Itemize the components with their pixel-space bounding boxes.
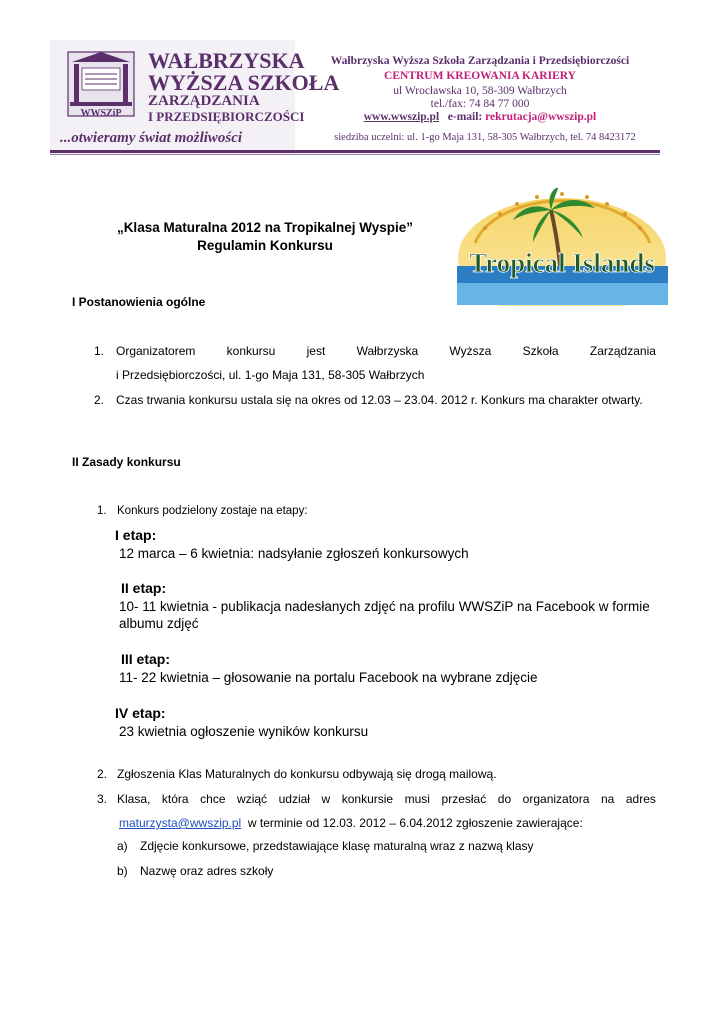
address: ul Wrocławska 10, 58-309 Wałbrzych [393,85,567,97]
seal-text: WWSZiP [80,108,122,119]
organizer-line-2: i Przedsiębiorczości, ul. 1-go Maja 131, 58-305 Wałbrzych [116,368,425,382]
word: konkursu [226,344,276,358]
email-submission-text: Zgłoszenia Klas Maturalnych do konkursu odbywają się drogą mailową. [117,767,497,781]
stages-intro: Konkurs podzielony zostaje na etapy: [117,505,308,517]
document-title: „Klasa Maturalna 2012 na Tropikalnej Wyspie” [116,220,414,235]
list-number: 2. [94,393,105,407]
word: Wałbrzyska [356,344,419,358]
header-divider [50,150,660,153]
word: jest [306,344,326,358]
duration-text: Czas trwania konkursu ustala się na okres od 12.03 – 23.04. 2012 r. Konkurs ma charakter otwarty. [116,393,643,407]
word: Szkoła [522,344,559,358]
subitem-school: Nazwę oraz adres szkoły [140,864,274,878]
document-subtitle: Regulamin Konkursu [197,238,333,253]
section-heading-rules: II Zasady konkursu [72,455,181,469]
stage-3-text: 11- 22 kwietnia – głosowanie na portalu Facebook na wybrane zdjęcie [119,670,538,685]
word: która [161,792,189,806]
contest-email-link[interactable]: maturzysta@wwszip.pl [119,816,242,830]
seat-address: siedziba uczelni: ul. 1-go Maja 131, 58-305 Wałbrzych, tel. 74 8423172 [334,132,636,143]
subitem-mark: b) [117,864,128,878]
org-name: Wałbrzyska Wyższa Szkoła Zarządzania i Przedsiębiorczości [330,55,630,67]
subitem-photo: Zdjęcie konkursowe, przedstawiające klasę maturalną wraz z nazwą klasy [140,839,534,853]
logo-line-2: WYŻSZA SZKOŁA [148,70,340,95]
word: musi [404,792,430,806]
word: do [497,792,512,806]
word: przesłać [441,792,487,806]
tropical-islands-logo [455,188,670,306]
phone: tel./fax: 74 84 77 000 [430,98,530,110]
stage-2-text-line-1: 10- 11 kwietnia - publikacja nadesłanych zdjęć na profilu WWSZiP na Facebook w formie [119,599,650,614]
logo-line-3: ZARZĄDZANIA [148,93,260,109]
stage-4-text: 23 kwietnia ogłoszenie wyników konkursu [119,724,369,739]
subitem-mark: a) [117,839,128,853]
section-heading-general: I Postanowienia ogólne [72,295,206,309]
word: Zarządzania [589,344,656,358]
stage-2-label: II etap: [121,580,167,596]
email-link[interactable]: rekrutacja@wwszip.pl [485,111,597,123]
deadline-text: w terminie od 12.03. 2012 – 6.04.2012 zgłoszenie zawierające: [247,816,583,830]
word: w [321,792,331,806]
word: chce [200,792,226,806]
stage-3-label: III etap: [121,651,171,667]
list-number: 2. [97,767,108,781]
stage-1-label: I etap: [115,527,157,543]
word: konkursie [341,792,394,806]
word: Organizatorem [116,344,196,358]
stage-2-text-line-2: albumu zdjęć [119,616,199,631]
word: na [600,792,615,806]
word: Wyższa [449,344,492,358]
center-name: CENTRUM KREOWANIA KARIERY [384,70,576,82]
email-label: e-mail: [447,111,483,123]
word: organizatora [522,792,590,806]
stage-1-text: 12 marca – 6 kwietnia: nadsyłanie zgłoszeń konkursowych [119,546,469,561]
stage-4-label: IV etap: [115,705,166,721]
word: adres [625,792,656,806]
organizer-line-1 [116,343,656,359]
word: wziąć [237,792,268,806]
list-number: 1. [97,505,107,517]
contact-links [310,110,650,125]
website-link[interactable]: www.wwszip.pl [363,111,440,123]
university-seal-icon [62,48,140,122]
tagline: ...otwieramy świat możliwości [60,130,243,146]
word: udział [278,792,310,806]
tropical-logo-text: Tropical Islands [469,248,655,278]
logo-line-1: WAŁBRZYSKA [148,48,305,73]
logo-line-4: I PRZEDSIĘBIORCZOŚCI [148,109,305,124]
word: Klasa, [117,792,151,806]
header-divider-thin [50,154,660,155]
class-submission-line-1 [117,791,656,807]
class-submission-line-2 [119,815,583,831]
list-number: 3. [97,792,108,806]
list-number: 1. [94,344,105,358]
